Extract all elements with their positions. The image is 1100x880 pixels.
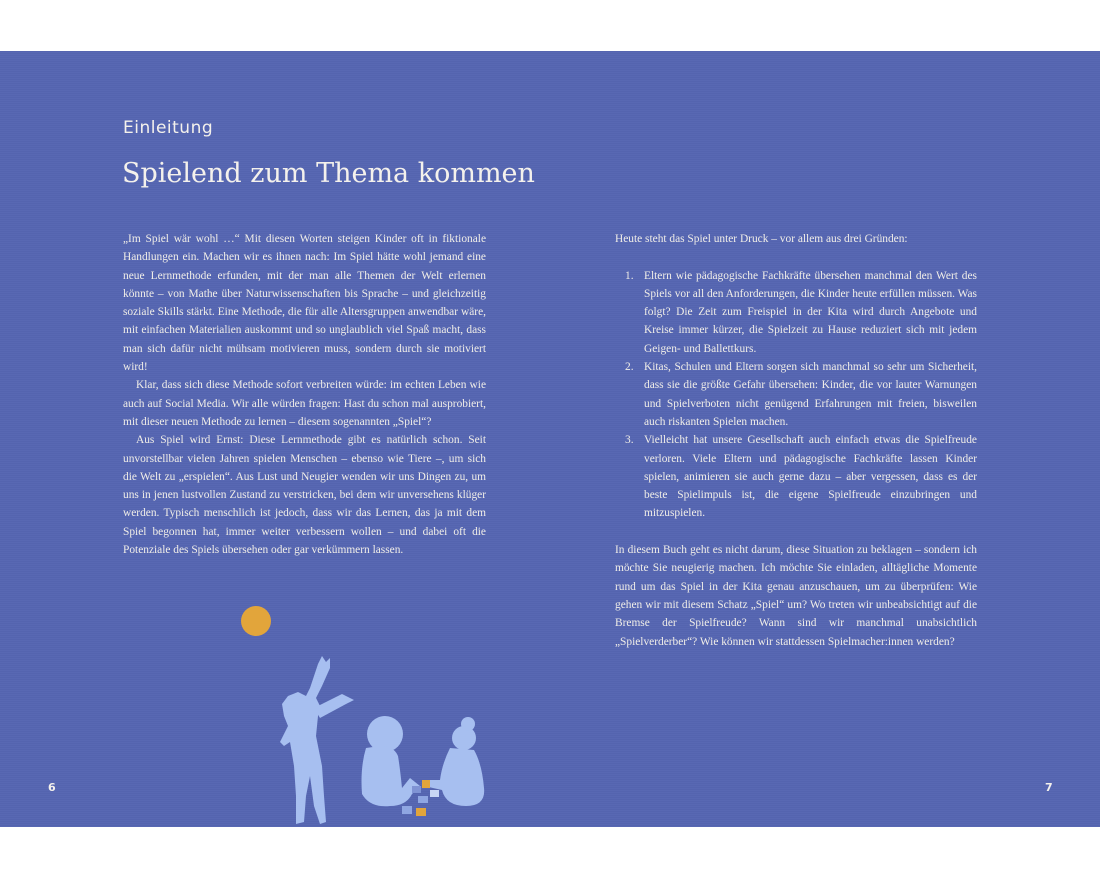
list-number: 1.: [625, 269, 634, 282]
list-item: [615, 267, 977, 358]
paragraph: „Im Spiel wär wohl …“ Mit diesen Worten steigen Kinder oft in fiktionale Handlungen ein. Machen wir es ihnen nach: Im Spiel hätte wohl jemand eine neue Lernmethode erfunden, mit der man alle Themen der Welt erlernen könnte – von Mathe über Naturwissenschaften bis Sprache – und gleichzeitig soziale Skills stärkt. Eine Methode, die für alle Altersgruppen anwendbar wäre, mit einfachen Materialien auskommt und so unglaublich viel Spaß macht, dass man sich dafür nicht mühsam motivieren muss, sondern durch sie motiviert wird!: [123, 233, 486, 374]
list-number: 2.: [625, 361, 634, 374]
children-playing-illustration: [270, 656, 500, 827]
page-number-right: 7: [1045, 781, 1053, 794]
book-spread: [0, 51, 1100, 827]
list-text: Kitas, Schulen und Eltern sorgen sich manchmal so sehr um Sicherheit, dass sie die größte Gefahr übersehen: Kinder, die vor lauter Warnungen und Spielverboten nicht genügend Erfahrungen mit freien, bisweilen auch riskanten Spielen machen.: [644, 361, 977, 428]
paragraph: Aus Spiel wird Ernst: Diese Lernmethode gibt es natürlich schon. Seit unvorstellbar vielen Jahren spielen Menschen – ebenso wie Tiere –, um sich die Welt zu „erspielen“. Aus Lust und Neugier wenden wir uns Dingen zu, um uns in jenen lustvollen Zustand zu verstricken, bei dem wir unversehens klüger werden. Typisch menschlich ist jedoch, dass wir das Lernen, das ja mit dem Spiel begonnen hat, immer weiter verbessern wollen – und dabei oft die Potenziale des Spiels übersehen oder gar verkümmern lassen.: [123, 434, 486, 557]
paragraph: Klar, dass sich diese Methode sofort verbreiten würde: im echten Leben wie auch auf Social Media. Wir alle würden fragen: Hast du schon mal ausprobiert, mit dieser neuen Methode zu lernen – diesem sogenannten „Spiel“?: [123, 379, 486, 428]
left-column: [123, 230, 486, 559]
closing-paragraph: In diesem Buch geht es nicht darum, diese Situation zu beklagen – sondern ich möchte Sie neugierig machen. Ich möchte Sie einladen, alltägliche Momente rund um das Spiel in der Kita genau anzuschauen, um zu überprüfen: Wie gehen wir mit diesem Schatz „Spiel“ um? Wo treten wir unbeabsichtigt auf die Bremse der Spielfreude? Wann sind wir manchmal unabsichtlich „Spielverderber“? Wie können wir stattdessen Spielmacher:innen werden?: [615, 544, 977, 648]
list-text: Vielleicht hat unsere Gesellschaft auch einfach etwas die Spielfreude verloren. Viele Eltern und pädagogische Fachkräfte lassen Kinder spielen, animieren sie auch gerne dazu – aber vergessen, dass es der beste Spielimpuls ist, die eigene Spielfreude einzubringen und mitzuspielen.: [644, 434, 977, 520]
list-item: [615, 431, 977, 522]
list-number: 3.: [625, 434, 634, 447]
intro-paragraph: Heute steht das Spiel unter Druck – vor allem aus drei Gründen:: [615, 233, 908, 245]
sun-icon: [241, 606, 271, 636]
children-playing-blocks-silhouette: [362, 716, 485, 806]
page-number-left: 6: [48, 781, 56, 794]
chapter-title: Spielend zum Thema kommen: [122, 158, 535, 189]
list-item: [615, 358, 977, 431]
child-reaching-silhouette: [280, 656, 354, 824]
section-label: Einleitung: [123, 118, 214, 138]
reasons-list: [615, 267, 977, 523]
right-column: [615, 230, 977, 651]
list-text: Eltern wie pädagogische Fachkräfte übersehen manchmal den Wert des Spiels vor all den Anforderungen, die Kinder heute erfüllen müssen. Was folgt? Die Zeit zum Freispiel in der Kita wird durch Angebote und Kreise immer kürzer, die Spielzeit zu Hause reduziert sich mit jedem Geigen- und Ballettkurs.: [644, 269, 977, 355]
